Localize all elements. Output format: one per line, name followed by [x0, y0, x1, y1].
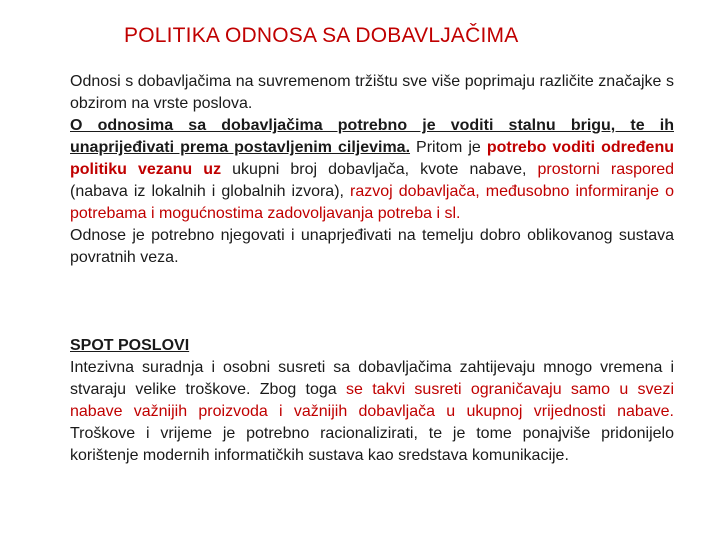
section-heading	[70, 335, 674, 357]
highlight-text: potrebo voditi određenu politiku vezanu uz	[70, 139, 674, 178]
highlight-text: se takvi susreti ograničavaju samo u svezi nabave važnijih proizvoda i važnijih dobavljača u ukupnoj vrijednosti nabave.	[70, 381, 675, 420]
text-run: Intezivna suradnja i osobni susreti sa dobavljačima zahtijevaju mnogo vremena i stvaraju velike troškove. Zbog toga	[70, 359, 674, 398]
policy-paragraph	[70, 115, 674, 225]
highlight-text: razvoj dobavljača, međusobno informiranje o potrebama i mogućnostima zadovoljavanja potreba i sl.	[70, 183, 674, 222]
feedback-paragraph: Odnose je potrebno njegovati i unaprjeđivati na temelju dobro oblikovanog sustava povratnih veza.	[70, 227, 674, 266]
text-run: ukupni broj dobavljača, kvote nabave,	[221, 161, 538, 178]
spot-heading: SPOT POSLOVI	[70, 337, 190, 354]
intro-block	[70, 71, 674, 269]
spot-block	[70, 335, 674, 467]
page-title: POLITIKA ODNOSA SA DOBAVLJAČIMA	[124, 24, 519, 47]
intro-paragraph: Odnosi s dobavljačima na suvremenom tržištu sve više poprimaju različite značajke s obzirom na vrste poslova.	[70, 73, 674, 112]
text-run: (nabava iz lokalnih i globalnih izvora),	[70, 183, 351, 200]
highlight-text: prostorni raspored	[537, 161, 675, 178]
underlined-statement: O odnosima sa dobavljačima potrebno je voditi stalnu brigu, te ih unaprijeđivati prema postavljenim ciljevima.	[70, 117, 674, 156]
text-run: Pritom je	[410, 139, 487, 156]
text-run: Troškove i vrijeme je potrebno racionalizirati, te je tome ponajviše pridonijelo korištenje modernih informatičkih sustava kao sredstava komunikacije.	[70, 425, 674, 464]
spot-paragraph	[70, 357, 674, 467]
